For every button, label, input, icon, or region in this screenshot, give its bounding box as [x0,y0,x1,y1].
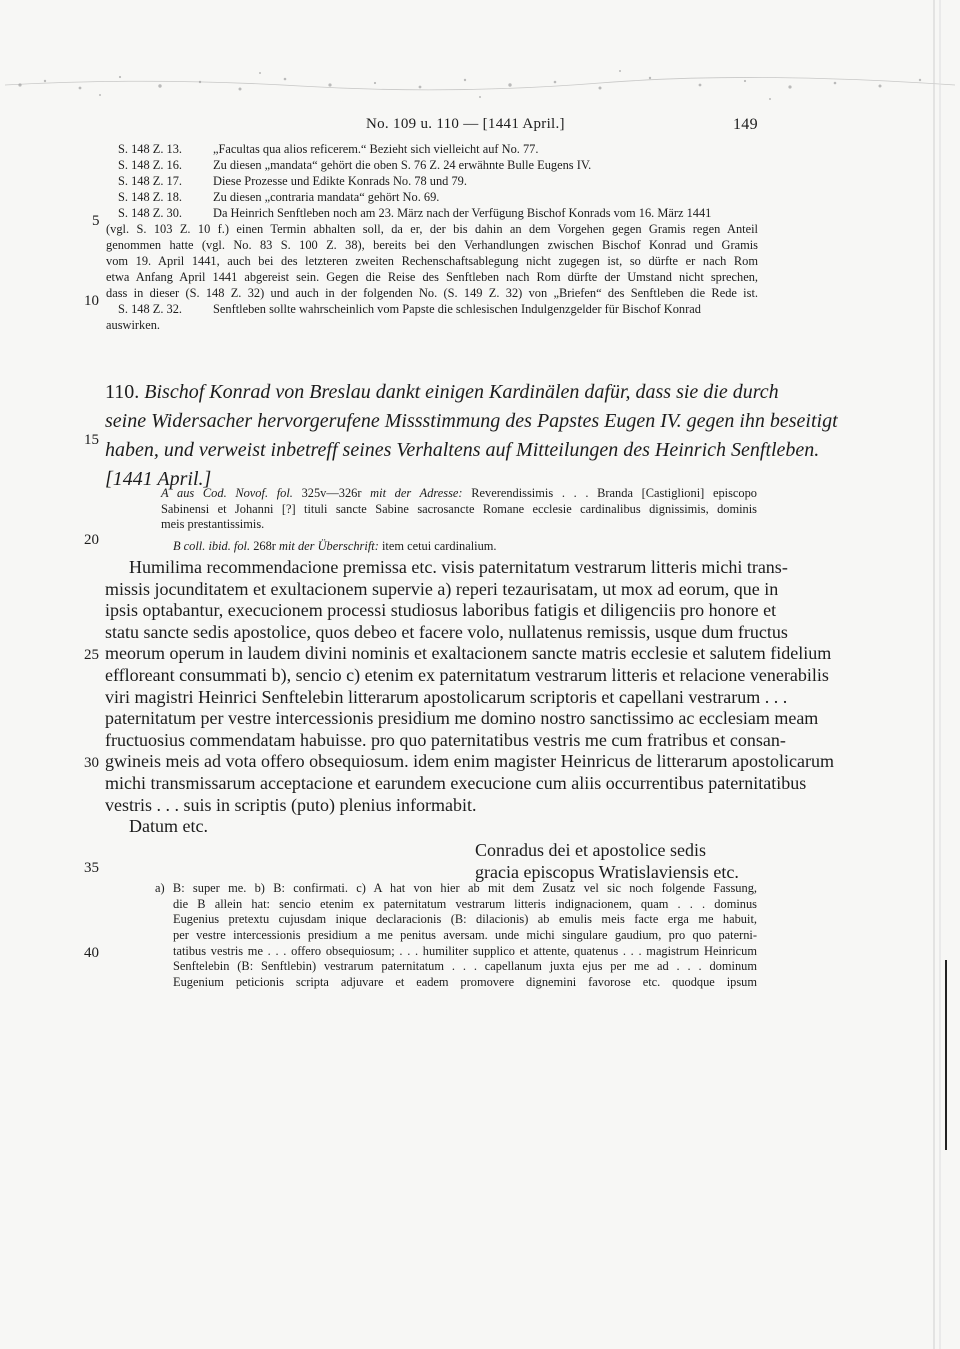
footnote-line: Eugenium peticionis scripta adjuvare et eadem promovere dignemini favorose etc. quodque ipsum [173,975,757,990]
line-number: 35 [84,860,99,876]
body-line: paternitatum per vestre intercessionis presidium me domino nostro sanctissimo ac ecclesiam meam [105,708,819,729]
footnote-line: per vestre intercessionis presidium a me penitus aversam. unde michi singulare gaudium, pro quo paterni- [173,928,757,943]
footnote-line: a) B: super me. b) B: confirmati. c) A hat von hier ab mit dem Zusatz vel sic noch folgende Fassung, [155,881,757,895]
body-line: Humilima recommendacione premissa etc. visis paternitatum vestrarum litteris michi trans- [129,557,788,577]
note-line: auswirken. [106,318,161,332]
note-ref: S. 148 Z. 30. [118,206,183,220]
note-line: dass in dieser (S. 148 Z. 32) und auch in der folgenden No. (S. 149 Z. 32) von „Briefen“ des Senftleben die Rede ist. [106,286,758,300]
note-line [106,189,758,205]
body-line: ipsis optabantur, execucionem processi studiosus laboribus fatigis et diligenciis pro honore et [105,600,777,621]
body-line: fructuosius commendatam habuisse. pro quo paternitatibus vestris me cum fratribus et consan- [105,729,786,750]
footnote-line: Senftelebin (B: Senftlebin) vestrarum paternitatum . . . capellanum juxta ejus per me ad . . . dominum [173,959,757,974]
note-line: etwa Anfang April 1441 abgereist sein. Gegen die Reise des Senftleben nach Rom dürfte der Umstand nicht sprechen, [106,270,758,284]
line-number: 5 [92,213,100,229]
heading-line: seine Widersacher hervorgerufene Missstimmung des Papstes Eugen IV. gegen ihn beseitigt [105,410,838,432]
line-number: 20 [84,532,99,548]
body-line: viri magistri Heinrici Senftelebin litterarum apostolicarum scriptoris et capellani vestrarum . . . [105,686,788,707]
note-ref: S. 148 Z. 17. [118,174,183,188]
source-label: mit der Adresse: [370,486,463,500]
source-text: Reverendissimis . . . Branda [Castiglioni] episcopo [471,486,757,500]
note-ref: S. 148 Z. 16. [118,158,183,172]
note-line: genommen hatte (vgl. No. 83 S. 100 Z. 38), bereits bei den Verhandlungen zwischen Bischof Konrad und Gramis [106,238,758,252]
body-line: missis jocunditatem et exultacionem supervie a) reperi tezaurisatam, ut mox ad eorum, que in [105,578,779,599]
document-number: 110. [105,381,140,403]
signature-line: Conradus dei et apostolice sedis [475,840,706,860]
body-line: meorum operum in laudem divini nominis et exaltacionem sancte matris ecclesie et salutem fidelium [105,643,832,664]
note-text: „Facultas qua alios reficerem.“ Bezieht sich vielleicht auf No. 77. [213,142,539,156]
source-siglum: B coll. ibid. fol. [173,538,251,553]
note-text: Zu diesen „contraria mandata“ gehört No. 69. [213,190,440,204]
line-number: 40 [84,945,99,961]
source-text: item cetui cardinalium. [381,538,497,553]
note-line [106,205,758,221]
note-line: vom 19. April 1441, auch bei des letzteren zweiten Rechenschaftsablegung nicht zugegen ist, so dürfte er nach Rom [106,254,758,268]
letter-body [105,557,834,838]
source-folio: 268r [253,538,276,553]
source-label: mit der Überschrift: [279,538,379,553]
line-number: 15 [84,432,99,448]
footnote-line: tatibus vestris me . . . offero obsequiosum; . . . humiliter supplico et attente, quatenus . . . magistrum Heinricum [173,943,757,958]
note-line [106,157,758,173]
note-line [106,301,758,317]
source-description [161,486,757,554]
footnote-line: die B allein hat: sencio etenim ex paternitatum vestrarum litteris indignacionem, quam . . . dominus [173,896,757,911]
note-line [106,141,758,157]
note-text: Da Heinrich Senftleben noch am 23. März nach der Verfügung Bischof Konrads vom 16. März 1441 [213,206,712,220]
heading-text: Bischof Konrad von Breslau dankt einigen Kardinälen dafür, dass sie die durch [144,381,779,403]
signature-line: gracia episcopus Wratislaviensis etc. [475,862,739,882]
footnotes [155,881,757,991]
note-line [106,173,758,189]
line-number: 10 [84,293,99,309]
source-siglum: A aus Cod. Novof. fol. [161,486,293,500]
dating-clause: Datum etc. [129,816,208,837]
footnote-line: Eugenius pretextu cujusdam inique declaracionis (B: dilacionis) ab emulis meis facte erga me habuit, [173,912,757,927]
commentary-notes [106,141,758,333]
source-line: meis prestantissimis. [161,517,265,531]
source-line [161,486,757,502]
source-line [161,539,757,555]
page-edge-shadow [926,0,952,1349]
scan-noise-band [0,55,960,115]
note-ref: S. 148 Z. 32. [118,302,183,316]
line-number: 25 [84,647,99,663]
body-line: statu sancte sedis apostolice, quos debeo et facere volo, nullatenus remissis, usque dum fructus [105,621,788,642]
note-line: (vgl. S. 103 Z. 10 f.) einen Termin abhalten soll, da er, der bis dahin an dem Vorgehen gegen Gramis regen Anteil [106,222,758,236]
line-number: 30 [84,755,99,771]
running-title: No. 109 u. 110 — [1441 April.] [366,116,565,132]
body-line: effloreant consummati b), sencio c) etenim ex paternitatum vestrarum litteris et relacione venerabilis [105,664,829,685]
body-line: gwineis meis ad vota offero obsequiosum. idem enim magister Heinricus de litterarum apostolicarum [105,751,834,772]
heading-line: haben, und verweist inbetreff seines Verhaltens auf Mitteilungen des Heinrich Senftleben. [105,439,820,461]
note-ref: S. 148 Z. 13. [118,142,183,156]
heading-date: [1441 April.] [105,468,212,490]
note-text: Senftleben sollte wahrscheinlich vom Papste die schlesischen Indulgenzgelder für Bischof Konrad [213,302,701,316]
source-folio: 325v—326r [301,486,362,500]
note-text: Zu diesen „mandata“ gehört die oben S. 76 Z. 24 erwähnte Bulle Eugens IV. [213,158,592,172]
body-line: michi transmissarum acceptacione et earundem execucione cum aliis occurrentibus paternitatibus [105,772,807,793]
note-ref: S. 148 Z. 18. [118,190,183,204]
body-line: vestris . . . suis in scriptis (puto) plenius informabit. [105,794,477,815]
source-line: Sabinensi et Johanni [?] tituli sancte Sabine sacrosancte Romane ecclesie cardinalibus dignissimis, dominis [161,501,757,516]
heading-line [105,378,779,407]
page-number: 149 [733,116,758,133]
document-heading [105,378,838,494]
note-text: Diese Prozesse und Edikte Konrads No. 78 und 79. [213,174,467,188]
